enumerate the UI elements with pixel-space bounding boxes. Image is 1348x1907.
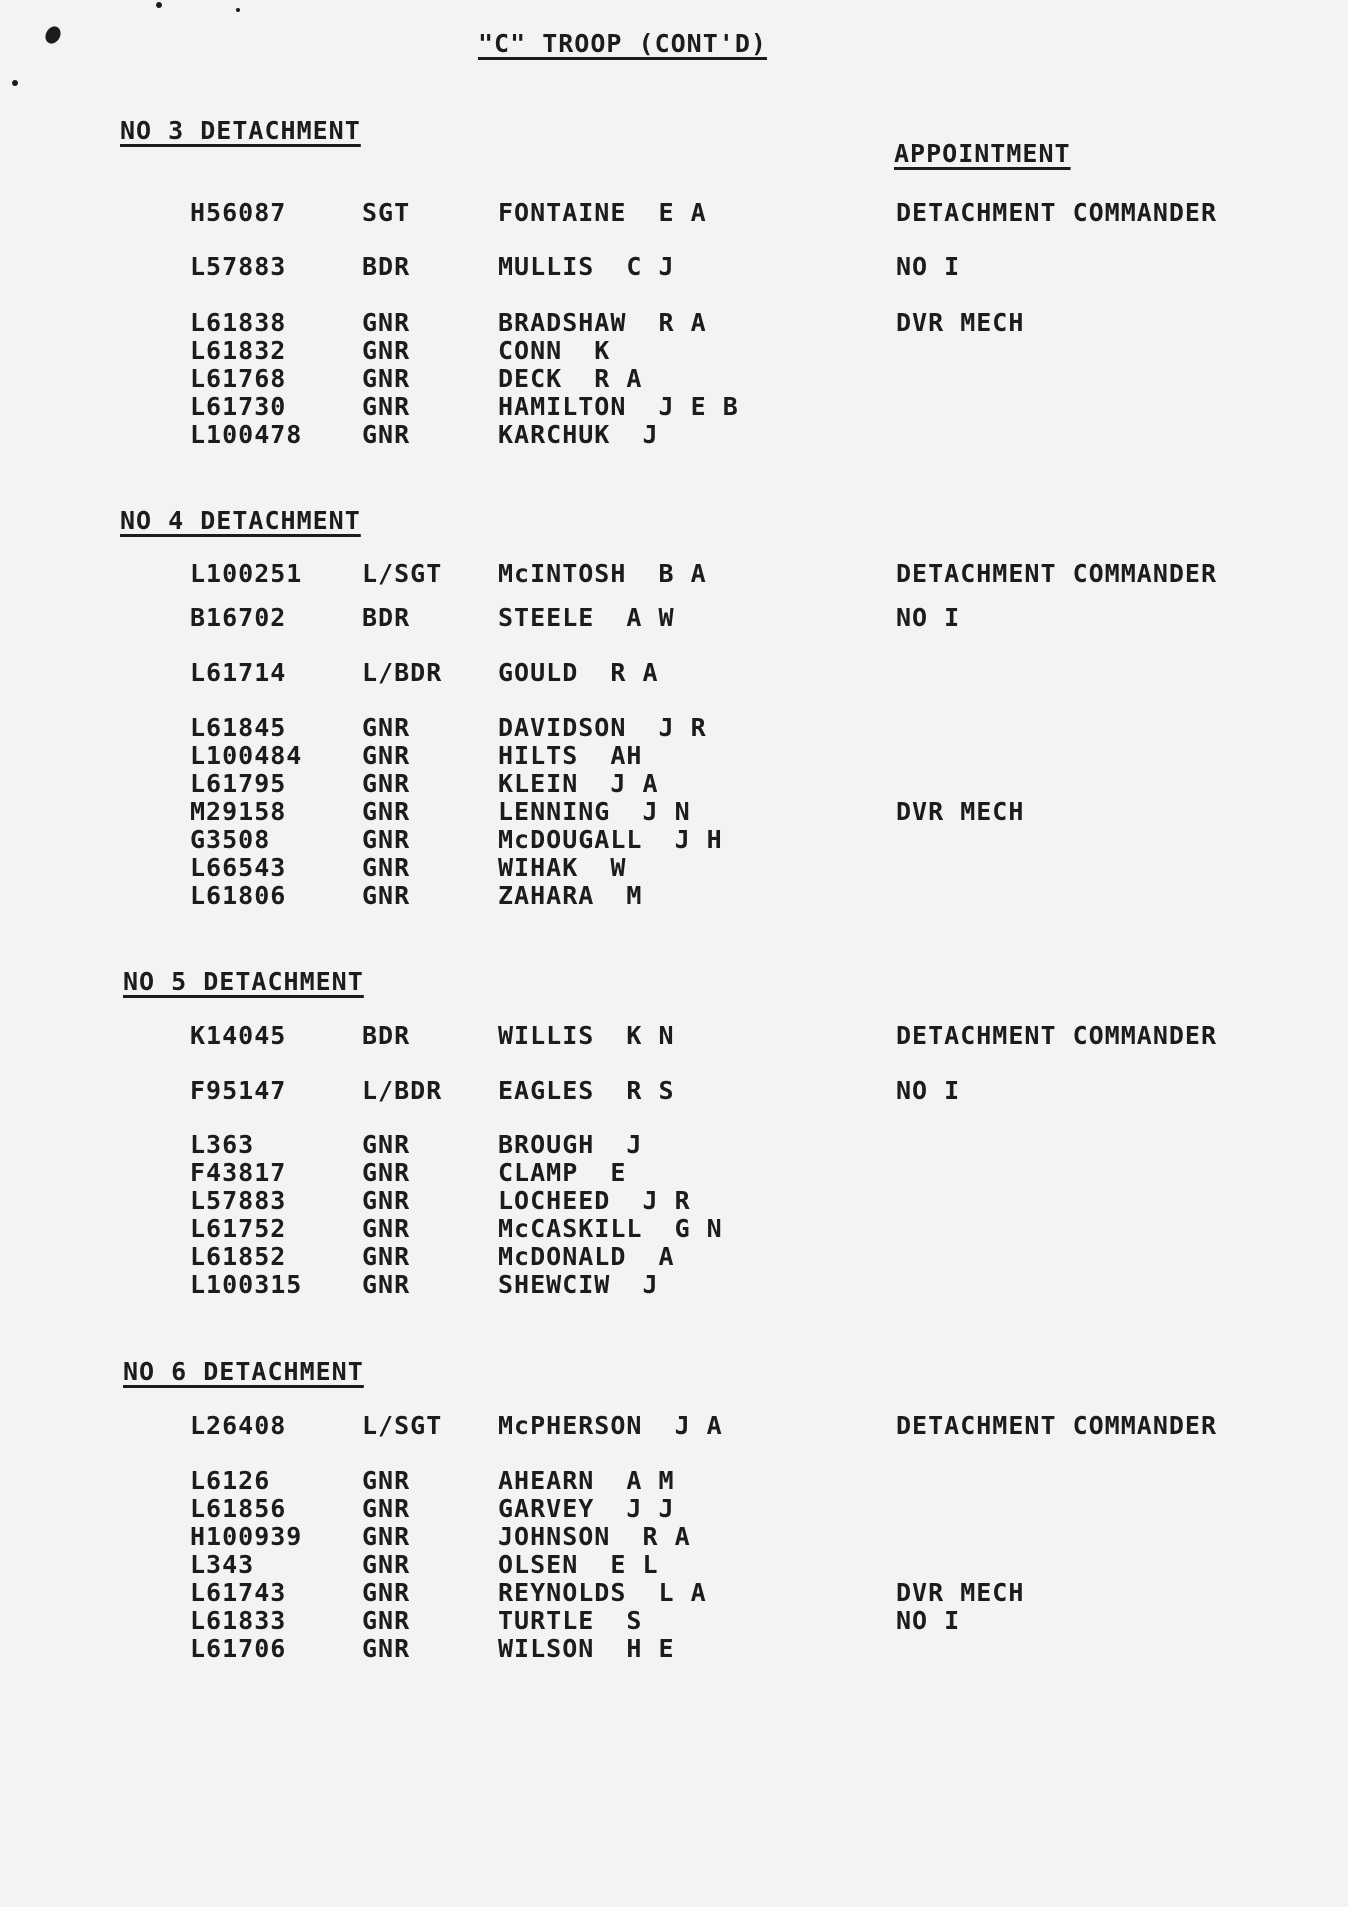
service-number: L61852 — [190, 1242, 287, 1271]
service-number: F95147 — [190, 1076, 287, 1105]
service-number: L100478 — [190, 420, 303, 449]
soldier-name: LENNING J N — [498, 797, 691, 826]
soldier-name: SHEWCIW J — [498, 1270, 659, 1299]
service-number: L61838 — [190, 308, 287, 337]
service-number: L61856 — [190, 1494, 287, 1523]
rank: GNR — [362, 1158, 411, 1187]
section-heading: NO 3 DETACHMENT — [120, 116, 361, 145]
soldier-name: WIHAK W — [498, 853, 627, 882]
service-number: L26408 — [190, 1411, 287, 1440]
rank: GNR — [362, 1494, 411, 1523]
rank: GNR — [362, 1550, 411, 1579]
rank: GNR — [362, 336, 411, 365]
soldier-name: REYNOLDS L A — [498, 1578, 707, 1607]
service-number: L100484 — [190, 741, 303, 770]
soldier-name: JOHNSON R A — [498, 1522, 691, 1551]
ink-spot — [12, 80, 18, 86]
section-heading: NO 6 DETACHMENT — [123, 1357, 364, 1386]
service-number: L61706 — [190, 1634, 287, 1663]
service-number: K14045 — [190, 1021, 287, 1050]
soldier-name: DECK R A — [498, 364, 643, 393]
soldier-name: LOCHEED J R — [498, 1186, 691, 1215]
appointment: DETACHMENT COMMANDER — [896, 559, 1218, 588]
soldier-name: McPHERSON J A — [498, 1411, 723, 1440]
rank: L/BDR — [362, 1076, 443, 1105]
rank: GNR — [362, 825, 411, 854]
rank: BDR — [362, 252, 411, 281]
service-number: L100251 — [190, 559, 303, 588]
soldier-name: STEELE A W — [498, 603, 675, 632]
ink-spot — [156, 2, 162, 8]
soldier-name: HILTS AH — [498, 741, 643, 770]
rank: GNR — [362, 1466, 411, 1495]
service-number: L61714 — [190, 658, 287, 687]
service-number: L6126 — [190, 1466, 271, 1495]
service-number: L61795 — [190, 769, 287, 798]
soldier-name: HAMILTON J E B — [498, 392, 739, 421]
rank: GNR — [362, 1130, 411, 1159]
soldier-name: BROUGH J — [498, 1130, 643, 1159]
service-number: G3508 — [190, 825, 271, 854]
rank: GNR — [362, 1522, 411, 1551]
soldier-name: DAVIDSON J R — [498, 713, 707, 742]
service-number: L61832 — [190, 336, 287, 365]
appointment: NO I — [896, 603, 961, 632]
appointment: NO I — [896, 1076, 961, 1105]
soldier-name: WILLIS K N — [498, 1021, 675, 1050]
service-number: L61806 — [190, 881, 287, 910]
soldier-name: CONN K — [498, 336, 611, 365]
rank: GNR — [362, 1270, 411, 1299]
service-number: F43817 — [190, 1158, 287, 1187]
service-number: L61752 — [190, 1214, 287, 1243]
soldier-name: McCASKILL G N — [498, 1214, 723, 1243]
service-number: L57883 — [190, 1186, 287, 1215]
rank: GNR — [362, 1606, 411, 1635]
service-number: L363 — [190, 1130, 255, 1159]
soldier-name: McDOUGALL J H — [498, 825, 723, 854]
soldier-name: FONTAINE E A — [498, 198, 707, 227]
appointment: DVR MECH — [896, 797, 1025, 826]
rank: GNR — [362, 797, 411, 826]
soldier-name: OLSEN E L — [498, 1550, 659, 1579]
soldier-name: KARCHUK J — [498, 420, 659, 449]
rank: GNR — [362, 713, 411, 742]
rank: GNR — [362, 1578, 411, 1607]
appointment: NO I — [896, 252, 961, 281]
soldier-name: CLAMP E — [498, 1158, 627, 1187]
appointment: DETACHMENT COMMANDER — [896, 1021, 1218, 1050]
rank: L/SGT — [362, 1411, 443, 1440]
service-number: L343 — [190, 1550, 255, 1579]
appointment-column-header: APPOINTMENT — [894, 139, 1071, 168]
rank: GNR — [362, 364, 411, 393]
rank: GNR — [362, 1214, 411, 1243]
rank: BDR — [362, 603, 411, 632]
soldier-name: TURTLE S — [498, 1606, 643, 1635]
soldier-name: McINTOSH B A — [498, 559, 707, 588]
appointment: DVR MECH — [896, 1578, 1025, 1607]
service-number: L61730 — [190, 392, 287, 421]
soldier-name: ZAHARA M — [498, 881, 643, 910]
page-title: "C" TROOP (CONT'D) — [478, 29, 767, 58]
service-number: L61845 — [190, 713, 287, 742]
rank: GNR — [362, 1186, 411, 1215]
rank: BDR — [362, 1021, 411, 1050]
soldier-name: GARVEY J J — [498, 1494, 675, 1523]
rank: GNR — [362, 420, 411, 449]
service-number: L61768 — [190, 364, 287, 393]
appointment: DETACHMENT COMMANDER — [896, 198, 1218, 227]
soldier-name: McDONALD A — [498, 1242, 675, 1271]
rank: GNR — [362, 769, 411, 798]
service-number: L57883 — [190, 252, 287, 281]
soldier-name: EAGLES R S — [498, 1076, 675, 1105]
appointment: DVR MECH — [896, 308, 1025, 337]
section-heading: NO 5 DETACHMENT — [123, 967, 364, 996]
soldier-name: BRADSHAW R A — [498, 308, 707, 337]
service-number: M29158 — [190, 797, 287, 826]
section-heading: NO 4 DETACHMENT — [120, 506, 361, 535]
rank: GNR — [362, 1242, 411, 1271]
ink-spot — [42, 24, 63, 47]
rank: GNR — [362, 741, 411, 770]
soldier-name: GOULD R A — [498, 658, 659, 687]
soldier-name: MULLIS C J — [498, 252, 675, 281]
appointment: NO I — [896, 1606, 961, 1635]
service-number: L100315 — [190, 1270, 303, 1299]
rank: GNR — [362, 853, 411, 882]
soldier-name: AHEARN A M — [498, 1466, 675, 1495]
rank: GNR — [362, 1634, 411, 1663]
rank: GNR — [362, 308, 411, 337]
rank: SGT — [362, 198, 411, 227]
appointment: DETACHMENT COMMANDER — [896, 1411, 1218, 1440]
soldier-name: KLEIN J A — [498, 769, 659, 798]
rank: L/SGT — [362, 559, 443, 588]
service-number: H100939 — [190, 1522, 303, 1551]
rank: GNR — [362, 392, 411, 421]
service-number: L61743 — [190, 1578, 287, 1607]
service-number: L66543 — [190, 853, 287, 882]
ink-spot — [236, 8, 240, 12]
soldier-name: WILSON H E — [498, 1634, 675, 1663]
service-number: H56087 — [190, 198, 287, 227]
rank: L/BDR — [362, 658, 443, 687]
rank: GNR — [362, 881, 411, 910]
service-number: L61833 — [190, 1606, 287, 1635]
service-number: B16702 — [190, 603, 287, 632]
